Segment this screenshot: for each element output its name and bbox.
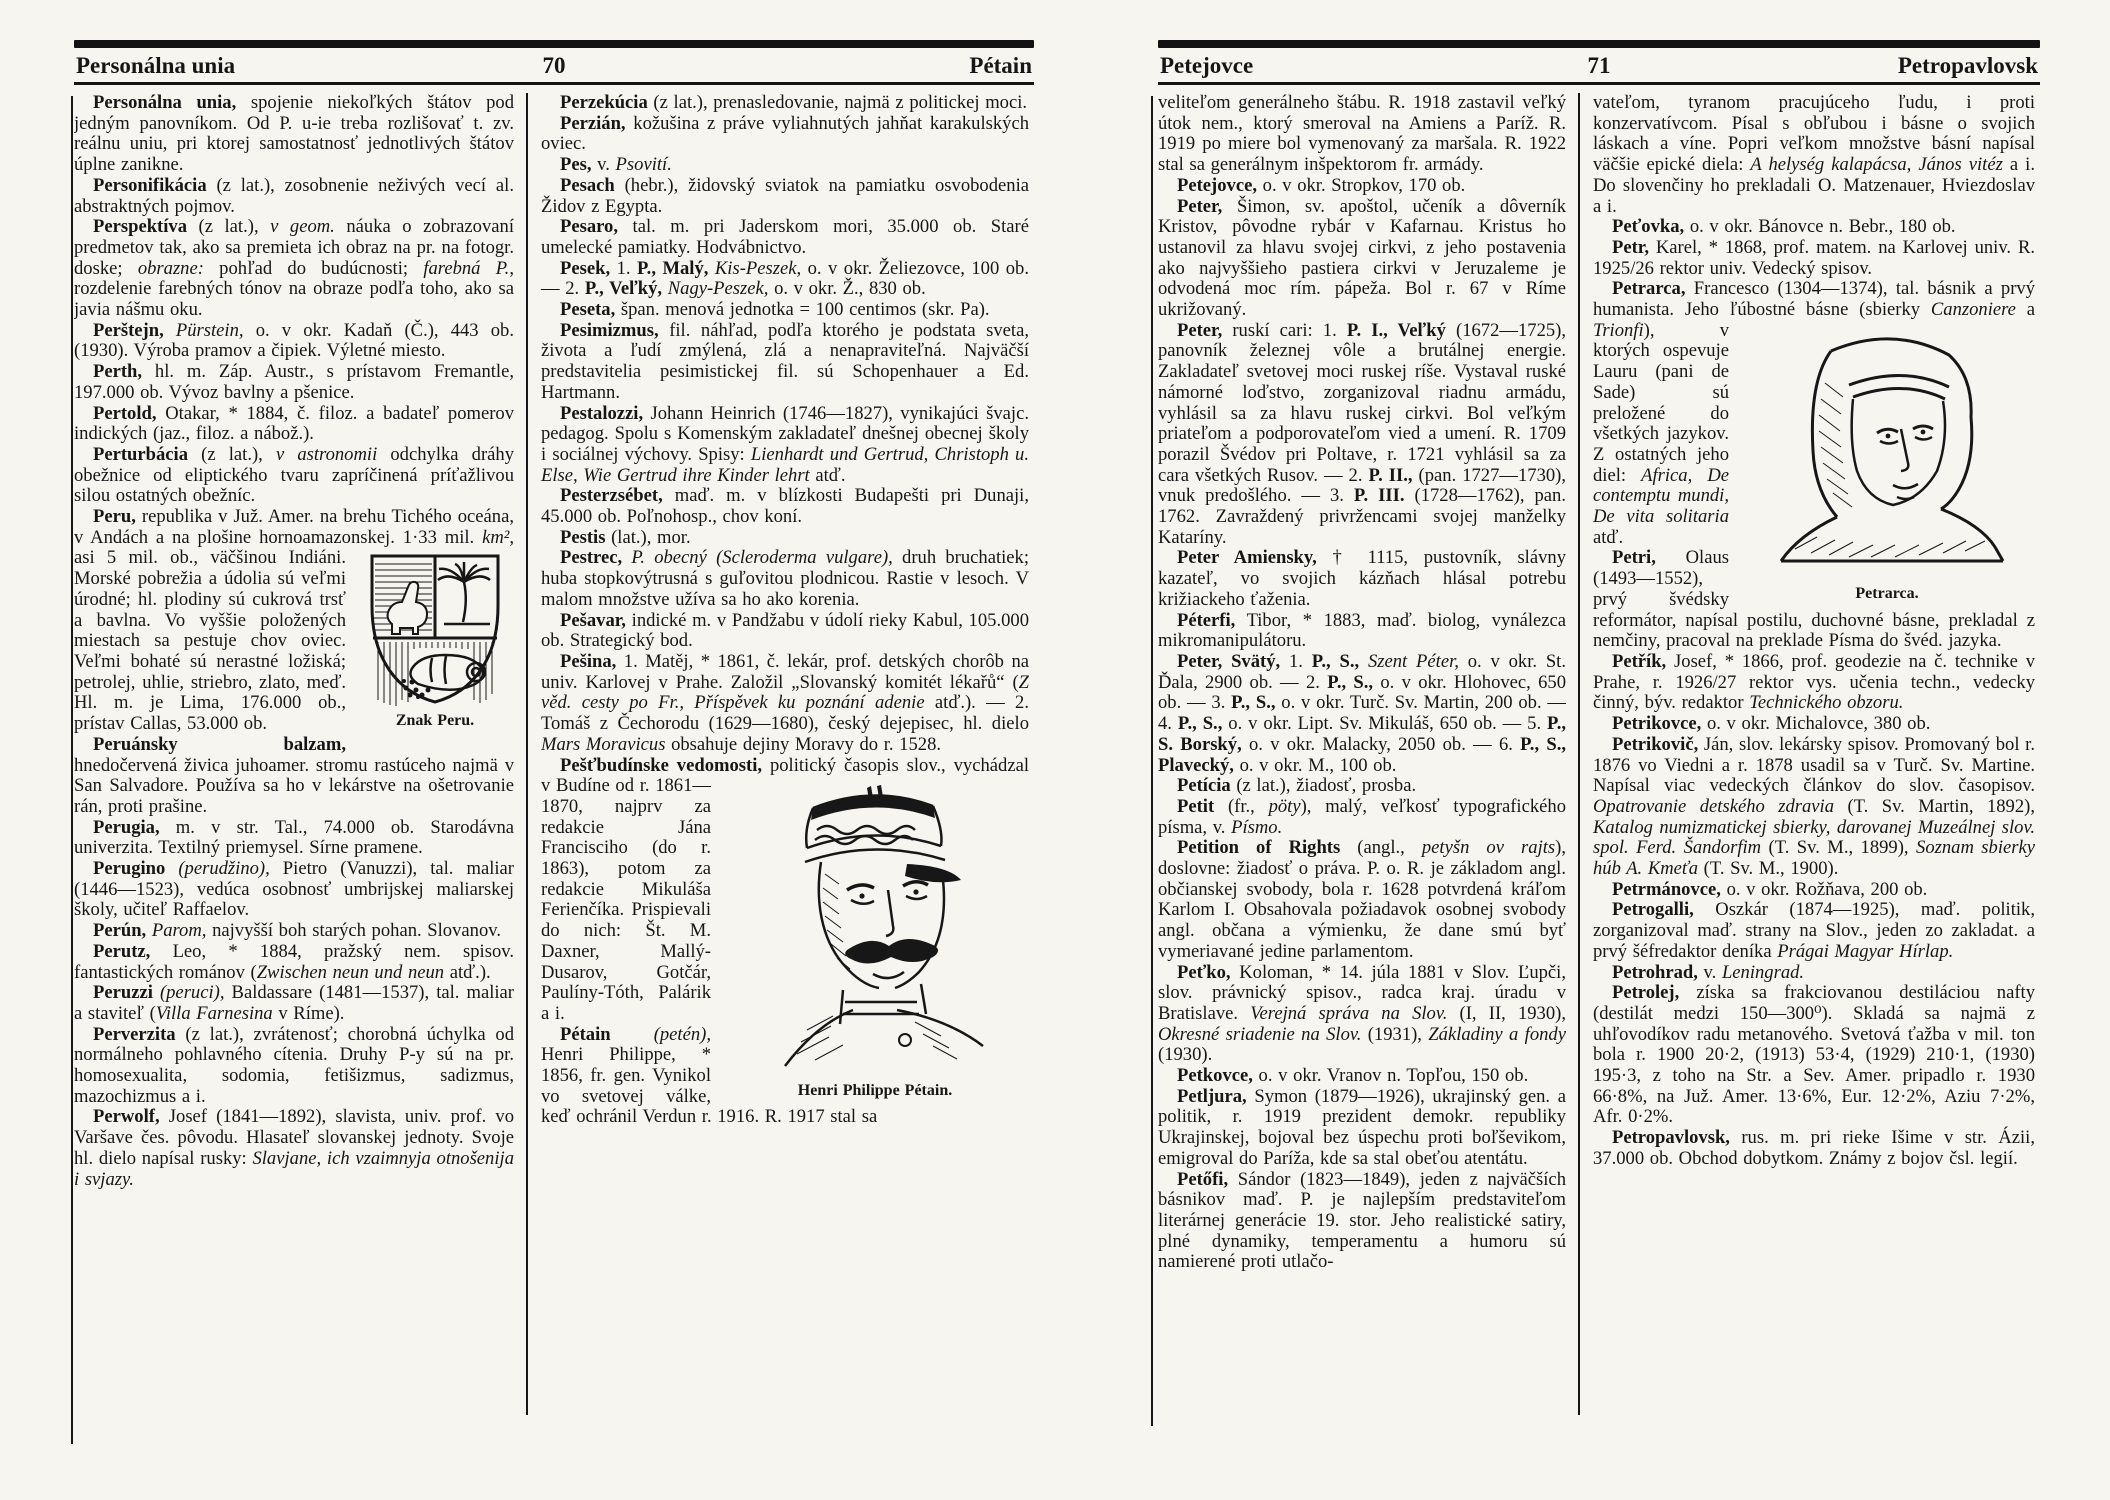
entry-text: Soznam sbierky húb A. Kmeťa [1593,837,2035,880]
entry-text: o. v okr. Lipt. Sv. Mikuláš, 650 ob. — 5. [1222,713,1548,735]
entry-text: Technického obzoru. [1749,692,1904,714]
dictionary-entry [1158,611,1566,652]
entry-text: (1930). [1158,1044,1213,1066]
entry-headword: Péterfi, [1177,609,1236,631]
entry-text: získa sa frakciovanou destiláciou nafty (destilát medzi 150—300⁰). Skladá sa najmä z uhľovodíkov radu metanového. Svetová ťažba v mil. ton bola r. 1900 20·2, (1913) 53·4, (1929) 210·1, (1930) 195·3, z toho na Str. a Sev. Amer. pripadlo r. 1930 66·8%, na Juž. Amer. 13·6%, Eur. 12·2%, Aziu 7·2%, Afr. 0·2%. [1593,982,2035,1128]
entry-text: Leo, * 1884, pražský nem. spisov. fantastických románov ( [74,940,514,983]
entry-text: Ján, slov. lekársky spisov. Promovaný bol r. 1876 vo Viedni a r. 1878 usadil sa v Turč. Sv. Martine. Napísal viac vedeckých článkov do slov. časopisov. [1593,733,2035,797]
entry-headword: Perverzita [93,1023,176,1045]
entry-text: 1. Matěj, * 1861, č. lekár, prof. detských chorôb na univ. Karlovej v Prahe. Založil „Slovanský komitét lékařů“ ( [541,650,1029,693]
entry-text: Z věd. cesty po Fr., Příspěvek ku poznání adenie [541,671,1029,714]
entry-headword: P. III. [1353,485,1405,507]
entry-text: (z lat.), prenasledovanie, najmä z politickej moci. [647,93,1028,113]
entry-text: † 1115, pustovník, slávny kazateľ, vo svojich kázňach hlásal potrebu križiackeho ťaženia. [1158,547,1566,610]
column-1 [1158,93,1566,1415]
entry-headword: Peter, Svätý, [1177,650,1281,672]
entry-text: 1870, najprv za redakcie Jána Francisciho (do r. 1863), potom za redakcie Mikuláša Ferienčíka. Prispievali do nich: Št. M. Daxner, Mallý-Dusarov, Gotčár, Paulíny-Tóth, Palárik a i. [541,795,711,1024]
entry-text: Baldassare (1481—1537), tal. maliar a staviteľ ( [74,982,514,1024]
entry-text: ), doslovne: žiadosť o práva. P. o. R. je základom angl. občianskej svobody, bola r. 1628 potvrdená kráľom Karlom I. Obsahovala požiadavok osobnej svobody angl. občana a výmienku, že dane smú byť vymeriavané jedine parlamentom. [1158,837,1566,962]
entry-headword: Petr, [1612,236,1649,258]
entry-headword: Pestalozzi, [560,402,644,424]
entry-text: Henri Philippe, * 1856, fr. gen. Vynikol vo svetovej válke, keď ochránil Verdun r. 1916. R. 1917 stal sa [541,1044,878,1128]
entry-text: Okresné sriadenie na Slov. [1158,1023,1362,1045]
entry-text: v. [1697,961,1722,983]
entry-text: P. obecný (Scleroderma vulgare), [622,547,893,569]
entry-headword: Pétain [560,1023,611,1045]
page-header [74,48,1034,82]
dictionary-entry [1158,1087,1566,1170]
entry-headword: Petrarca, [1612,278,1686,300]
petrarca-portrait-icon [1755,323,2019,581]
entry-text: maď. m. v blízkosti Budapešti pri Dunaji, 45.000 ob. Poľnohosp., chov koní. [541,485,1029,528]
entry-text: o. v okr. Kadaň (Č.), 443 ob. (1930). Výroba pramov a čipiek. Výletné miesto. [74,319,514,362]
entry-text: o. v okr. Rožňava, 200 ob. [1720,878,1928,900]
entry-text: Otakar, * 1884, č. filoz. a badateľ pomerov indických (jaz., filoz. a nábož.). [74,402,514,445]
entry-headword: Petrogalli, [1612,899,1694,921]
dictionary-entry [74,321,514,362]
dictionary-entry [1158,963,1566,1067]
dictionary-entry [1593,1128,2035,1169]
entry-headword: Pešavar, [560,609,626,631]
dictionary-entry [541,259,1029,300]
entry-text: Olaus (1493—1552), prvý švédsky reformátor, napísal postilu, duchovné básne, prekladal z nemčiny, pracoval na preklade Písma do švéd. jazyka. [1593,547,2035,652]
entry-headword: Perún, [93,920,147,942]
header-keyword-right: Petropavlovsk [1897,53,2038,78]
entry-headword: P., S., Plavecký, [1158,733,1566,776]
dictionary-entry [541,652,1029,756]
entry-headword: Pesimizmus, [560,319,659,341]
dictionary-entry [1593,963,2035,984]
entry-text: Symon (1879—1926), ukrajinský gen. a politik, r. 1919 prezident demokr. republiky Ukrajinskej, bojoval bez úspechu proti boľševikom, emigroval do Paríža, kde sa stal obeťou atentátu. [1158,1085,1566,1169]
page-71 [1158,40,2040,1415]
entry-text: kožušina z práve vyliahnutých jahňat karakulských oviec. [541,112,1029,155]
entry-headword: Petit [1177,795,1215,817]
entry-headword: Peruzzi [93,982,153,1004]
dictionary-entry [1158,797,1566,838]
entry-headword: Petrohrad, [1612,961,1698,983]
entry-headword: Petrikovce, [1612,713,1702,735]
entry-text: Psovití. [615,154,672,176]
entry-text: (lat.), mor. [605,526,691,548]
entry-text: v geom. [270,216,335,238]
dictionary-entry [74,445,514,507]
entry-headword: Peter, [1177,195,1223,217]
entry-text: Slavjane, ich vzaimnyja otnošenija i svjazy. [74,1147,514,1190]
entry-text: o. v okr. Vranov n. Topľou, 150 ob. [1252,1065,1529,1087]
dictionary-entry [1158,93,1566,176]
dictionary-entry [541,321,1029,404]
dictionary-entry [541,217,1029,258]
entry-text: indické m. v Pandžabu v údolí rieky Kabul, 105.000 ob. Strategický bod. [541,609,1029,652]
entry-text: Szent Péter, [1359,650,1459,672]
dictionary-entry [1593,880,2035,901]
entry-text: Pietro (Vanuzzi), tal. maliar (1446—1523), vedúca osobnosť umbrijskej maliarskej školy, učiteľ Raffaelov. [74,858,514,921]
page-top-bar [1158,40,2040,48]
dictionary-entry [1158,838,1566,962]
entry-text: Africa, De contemptu mundi, De vita solitaria [1593,464,1729,528]
dictionary-entry [74,362,514,403]
entry-text: atď.). — 2. Tomáš z Čechorodu (1629—1680), český dejepisec, hl. dielo [541,692,1029,735]
entry-text: v astronomii [275,443,378,465]
entry-headword: Petícia [1177,775,1231,797]
entry-headword: Perugino [93,858,166,880]
entry-text: km², [482,526,514,548]
entry-headword: Petri, [1612,547,1656,569]
entry-text: rus. m. pri rieke Išime v str. Ázii, 37.000 ob. Obchod dobytkom. Známy z bojov čsl. legií. [1593,1127,2035,1169]
entry-text: ), v ktorých ospevuje Lauru (pani de Sade) sú preložené do všetkých jazykov. Z ostatných jeho diel: [1593,319,1729,486]
entry-headword: Peťko, [1177,961,1231,983]
page-gutter-rule [1151,96,1153,1426]
entry-text: Oszkár (1874—1925), maď. politik, zorganizoval maď. strany na Slov., jeden zo zakladat. a prvý šéfredaktor deníka [1593,899,2035,962]
entry-text: (fr., [1214,795,1269,817]
header-rule [1158,82,2040,85]
entry-text: (z lat.), žiadosť, prosba. [1230,775,1417,797]
entry-headword: Pesterzsébet, [560,485,663,507]
entry-text: Josef, * 1866, prof. geodezie na č. technike v Prahe, r. 1926/27 rektor vys. učenia techn., vedecky činný, býv. redaktor [1593,650,2035,714]
header-keyword-right: Pétain [969,53,1032,78]
entry-headword: Pesek, [560,257,611,279]
entry-headword: P., Veľký, [584,278,663,300]
dictionary-entry [541,486,1029,527]
dictionary-entry [1593,983,2035,1128]
entry-text: (1931), [1361,1023,1429,1045]
dictionary-entry [1158,197,1566,321]
entry-headword: Pesach [560,174,615,196]
entry-text: (z lat.), [187,216,271,238]
dictionary-entry [1593,217,2035,238]
entry-text: tal. m. pri Jaderskom mori, 35.000 ob. Staré umelecké pamiatky. Hodvábnictvo. [541,216,1029,258]
entry-text: atď. [809,464,846,486]
entry-text: Verejná správa na Slov. [1250,1002,1448,1024]
entry-headword: Petrolej, [1612,982,1680,1004]
entry-headword: Pešina, [560,650,617,672]
entry-text: spojenie niekoľkých štátov pod jedným panovníkom. Od P. u-ie treba rozlišovať t. zv. reálnu uniu, pri ktorej samostatnosť jednotlivých štátov úplne zanikne. [74,93,514,176]
entry-headword: Pertold, [93,402,157,424]
entry-text: Prágai Magyar Hírlap. [1777,940,1954,962]
entry-headword: Perth, [93,361,143,383]
dictionary-entry [1158,321,1566,549]
entry-text: 1. [1280,650,1312,672]
entry-headword: Perštejn, [93,319,164,341]
entry-headword: P., Malý, [637,257,709,279]
entry-headword: Perwolf, [93,1106,160,1128]
entry-text: 1·33 mil. [402,526,483,548]
entry-headword: Petkovce, [1177,1065,1253,1087]
entry-text: odchylka dráhy obežnice od eliptického tvaru zapríčinená príťažlivou silou ostatných obežníc. [74,443,514,507]
entry-text: Villa Farnesina [155,1002,273,1024]
dictionary-entry [1593,900,2035,962]
entry-text: obrazne: [137,257,204,279]
entry-text: petyšn ov rajts [1421,837,1556,859]
entry-text: (angl., [1340,837,1422,859]
dictionary-entry [1593,238,2035,279]
entry-headword: Pestis [560,526,606,548]
column-2 [526,93,1029,1415]
dictionary-entry [74,921,514,942]
page-number: 71 [1587,53,1611,78]
entry-text: farebná P. [423,257,510,279]
entry-text: Zwischen neun und neun [256,961,445,983]
dictionary-entry [74,217,514,321]
entry-headword: P., S., [1327,671,1374,693]
entry-headword: Perutz, [93,940,151,962]
entry-text: o. v okr. St. Ďala, 2900 ob. — 2. [1158,650,1566,693]
entry-text: Parom, [146,920,207,942]
figure-caption: Znak Peru. [395,712,475,730]
entry-headword: Pes, [560,154,592,176]
dictionary-entry [541,548,1029,610]
dictionary-entry [74,735,514,818]
entry-headword: Peru, [93,506,136,528]
entry-text: špan. menová jednotka = 100 centimos (skr. Pa). [615,299,990,321]
entry-headword: Perturbácia [93,443,189,465]
entry-text: Mars Moravicus [541,733,666,755]
entry-headword: Petrikovič, [1612,733,1699,755]
entry-text: o. v okr. M., 100 ob. [1233,754,1397,776]
dictionary-entry [541,528,1029,549]
entry-headword: Peter, [1177,319,1223,341]
entry-text: Šimon, sv. apoštol, učeník a dôverník Kristov, pôvodne rybár v Kafarnau. Kristus ho ustanovil za hlavu svojej cirkvi, z jeho postavenia ako najvyššieho pastiera cirkvi v Jeruzaleme je odvodená moc rím. pápeža. Bol r. 67 v Ríme ukrižovaný. [1158,195,1566,321]
entry-headword: Perzián, [560,112,626,134]
dictionary-entry [1158,548,1566,610]
entry-headword: P. II., [1368,464,1413,486]
entry-text: o. v okr. Turč. Sv. Martin, 200 ob. — 4. [1158,692,1566,735]
entry-text: o. v okr. Hlohovec, 650 ob. — 3. [1158,671,1566,714]
petrarca-portrait-figure [1739,323,2035,603]
entry-text: druh bruchatiek; huba stopkovýtrusná s guľovitou plodnicou. Rastie v lesoch. V malom množstve užíva sa ho ako korenia. [541,547,1029,610]
dictionary-entry [1158,1170,1566,1274]
entry-text: hl. m. Záp. Austr., s prístavom Fremantle, 197.000 ob. Vývoz bavlny a pšenice. [74,361,514,403]
entry-text: (1728—1762), pan. 1762. Zavraždený privržencami svojej manželky Kataríny. [1158,485,1566,548]
entry-text: asi 5 mil. ob., väčšinou Indiáni. Morské pobrežia a údolia sú veľmi úrodné; hl. plodiny sú cukrová trsť a bavlna. Vo vyššie položených miestach sa pestuje chov oviec. Veľmi bohaté sú nerastné ložiská; petrolej, uhlie, striebro, zlato, meď. Hl. m. je Lima, 176.000 ob., prístav Callas, 53.000 ob. [74,547,346,735]
figure-caption: Petrarca. [1855,584,1919,602]
page-edge-rule [71,96,73,1444]
dictionary-entry [74,176,514,217]
dictionary-entry [541,114,1029,155]
peru-coat-of-arms-icon [360,550,510,708]
entry-headword: Peseta, [560,299,616,321]
entry-text: (hebr.), židovský sviatok na pamiatku osvobodenia Židov z Egypta. [541,174,1029,217]
text-columns [1158,93,2040,1415]
dictionary-entry [74,404,514,445]
entry-text: náuka o zobrazovaní predmetov tak, ako sa premieta ich obraz na pr. na fotogr. doske; [74,216,514,279]
entry-headword: Perspektíva [93,216,187,238]
entry-text: najvyšší boh starých pohan. Slovanov. [206,920,501,942]
entry-text: 1. [610,257,638,279]
entry-headword: Pestrec, [560,547,623,569]
entry-text: (I, II, 1930), [1447,1002,1566,1024]
entry-text: (z lat.), zvrátenosť; chorobná úchylka od normálneho pohlavného cítenia. Druhy P-y sú na pr. homosexualita, sodomia, fetišizmus, sadizmus, mazochizmus a i. [74,1023,514,1107]
entry-text: (pan. 1727—1730), vnuk predošlého. — 3. [1158,464,1566,507]
entry-headword: Petljura, [1177,1085,1247,1107]
entry-text: Karel, * 1868, prof. matem. na Karlovej univ. R. 1925/26 rektor univ. Vedecký spisov. [1593,236,2035,279]
dictionary-entry [74,983,514,1024]
entry-text: m. v str. Tal., 74.000 ob. Starodávna univerzita. Textilný priemysel. Sírne pramene. [74,816,514,859]
column-2 [1578,93,2035,1415]
entry-text: Canzoniere [1930,299,2016,321]
figure-caption: Henri Philippe Pétain. [797,1082,953,1100]
peru-coat-of-arms-figure [356,550,514,730]
dictionary-entry [541,93,1029,114]
dictionary-entry [74,942,514,983]
entry-text: (z lat.), [188,443,276,465]
entry-headword: Personifikácia [93,174,207,196]
entry-text: Koloman, * 14. júla 1881 v Slov. Ľupči, slov. právnický spisov., radca kraj. úradu v Bratislave. [1158,961,1566,1024]
entry-text: pöty [1268,795,1301,817]
entry-text: v. [591,154,616,176]
entry-text: Francesco (1304—1374), tal. básnik a prvý humanista. Jeho ľúbostné básne [1593,278,2035,321]
entry-text: ruskí cari: 1. [1222,319,1347,341]
entry-text: atď.). [444,961,491,983]
entry-text: vateľom, tyranom pracujúceho ľudu, i proti konzervatívcom. Písal s obľubou i básne o svojich láskach a víne. Popri veľkom množstve básní napísal väčšie epické diela: [1593,93,2035,176]
entry-headword: Petropavlovsk, [1612,1127,1730,1149]
entry-text: A helység kalapácsa, János vitéz [1750,154,2003,176]
dictionary-entry [1593,652,2035,714]
entry-text: atď. [1593,526,1624,548]
entry-text: Leningrad. [1721,961,1805,983]
dictionary-entry [74,818,514,859]
entry-text: politický časopis slov., vychádzal v Budíne od r. 1861— [541,754,1029,797]
page-70 [74,40,1034,1415]
dictionary-entry [1158,652,1566,776]
header-keyword-left: Petejovce [1160,53,1254,78]
dictionary-entry [1593,93,2035,217]
dictionary-entry [1593,735,2035,880]
entry-text: veliteľom generálneho štábu. R. 1918 zastavil veľký útok nem., ktorý smeroval na Amiens a Paríž. R. 1919 po miere bol vymenovaný za maršala. R. 1922 stal sa generálnym inšpektorom fr. armády. [1158,93,1566,176]
petain-portrait-icon [755,778,995,1078]
entry-text: (peruci), [152,982,225,1004]
dictionary-entry [1593,714,2035,735]
entry-text: (T. Sv. M., 1900). [1698,858,1839,880]
entry-text: Lienhardt und Gertrud, Christoph u. Else, Wie Gertrud ihre Kinder lehrt [541,443,1029,486]
entry-text: Trionfi [1593,319,1644,341]
entry-text: Katalog numizmatickej sbierky, darovanej Muzeálnej slov. spol. Ferd. Šandorfim [1593,816,2035,859]
entry-headword: P., S. Borský, [1158,713,1566,755]
header-rule [74,82,1034,85]
entry-headword: Petőfi, [1177,1168,1229,1190]
entry-text: republika v Juž. Amer. na brehu Tichého oceána, v Andách a na plošine hornoamazonskej. [74,506,514,548]
entry-text: (T. Sv. Martin, 1892), [1834,795,2035,817]
text-columns [74,93,1034,1415]
page-number: 70 [542,53,566,78]
dictionary-entry [74,1107,514,1190]
dictionary-entry [541,300,1029,321]
dictionary-entry [541,155,1029,176]
entry-text: obsahuje dejiny Moravy do r. 1528. [665,733,942,755]
entry-headword: Peťovka, [1612,216,1685,238]
entry-text: Písmo. [1231,816,1283,838]
entry-text: Sándor (1823—1849), jeden z najväčších básnikov maď. P. je najlepším predstaviteľom literárnej generácie 19. stor. Jeho realistické satiry, plné dynamiky, temperamentu a humoru sú namierené proti utlačo- [1158,1168,1566,1273]
entry-headword: Perugia, [93,816,160,838]
entry-text: Pürstein, [163,319,244,341]
entry-text: (sbierky [1859,299,1931,321]
entry-headword: Petejovce, [1177,174,1257,196]
entry-headword: Peter Amiensky, [1177,547,1317,569]
page-top-bar [74,40,1034,48]
entry-text: Johann Heinrich (1746—1827), vynikajúci švajc. pedagog. Spolu s Komenským zakladateľ dnešnej obecnej školy i sociálnej výchovy. Spisy: [541,402,1029,465]
entry-text: o. v okr. Malacky, 2050 ob. — 6. [1241,733,1521,755]
dictionary-entry [541,176,1029,217]
entry-text: (z lat.), zosobnenie neživých vecí al. abstraktných pojmov. [74,174,514,217]
entry-headword: P., S., [1311,650,1360,672]
entry-text: a [2015,299,2035,321]
entry-text: o. v okr. Michalovce, 380 ob. [1701,713,1931,735]
dictionary-entry [1158,776,1566,797]
dictionary-entry [74,507,514,735]
entry-text: (1672—1725), panovník železnej vôle a brutálnej energie. Zakladateľ svetovej moci ruskej ríše. Vystaval ruské námorné loďstvo, zorganizoval riadnu armádu, vyhlásil sa za hlavu ruskej cirkvi. Bol veľkým priateľom a podporovateľom vied a umení. R. 1709 porazil Švédov pri Poltave, r. 1721 vyhlásil sa za cara všetkých Rusov. — 2. [1158,319,1566,486]
dictionary-entry [74,859,514,921]
entry-headword: P., S., [1231,692,1276,714]
dictionary-entry [541,404,1029,487]
dictionary-entry [74,1025,514,1108]
entry-text: (petén), [610,1023,711,1045]
header-keyword-left: Personálna unia [76,53,236,78]
page-header [1158,48,2040,82]
dictionary-entry [74,93,514,176]
entry-text: o. v okr. Ž., 830 ob. [768,278,926,300]
entry-text: (perudžino), [165,858,270,880]
entry-headword: Petition of Rights [1177,837,1341,859]
entry-headword: Personálna unia, [93,93,237,113]
entry-text: Základiny a fondy [1428,1023,1566,1045]
entry-headword: Peruánsky balzam, [93,733,346,755]
entry-headword: Pesaro, [560,216,619,238]
entry-text: Nagy-Peszek, [662,278,769,300]
entry-text: o. v okr. Želiezovce, 100 ob. — 2. [541,257,1029,300]
entry-text: Tibor, * 1883, maď. biolog, vynálezca mikromanipulátoru. [1158,609,1566,652]
entry-headword: Perzekúcia [560,93,648,113]
entry-text: Josef (1841—1892), slavista, univ. prof. vo Varšave čes. pôvodu. Hlasateľ slovanskej jednoty. Svoje hl. dielo napísal rusky: [74,1106,514,1169]
entry-text: o. v okr. Stropkov, 170 ob. [1257,174,1466,196]
entry-text: v Ríme). [272,1002,345,1024]
entry-headword: Pešťbudínske vedomosti, [560,754,763,776]
entry-headword: P. I., Veľký [1346,319,1446,341]
entry-text: a i. Do slovenčiny ho prekladali O. Matzenauer, Hviezdoslav a i. [1593,154,2035,217]
petain-portrait-figure [721,778,1029,1100]
entry-headword: P., S., [1177,713,1223,735]
entry-text: pohľad do budúcnosti; [203,257,424,279]
entry-text: Opatrovanie detského zdravia [1593,795,1835,817]
entry-text: fil. náhľad, podľa ktorého je podstata sveta, života a ľudí zmýlená, zlá a nenapraviteľná. Najväčší predstavitelia pesimistickej fil. sú Schopenhauer a Ed. Hartmann. [541,319,1029,403]
column-1 [74,93,514,1415]
entry-text: (T. Sv. M., 1899), [1761,837,1917,859]
entry-text: o. v okr. Bánovce n. Bebr., 180 ob. [1684,216,1956,238]
entry-text: hnedočervená živica juhoamer. stromu rastúceho najmä v San Salvadore. Používa sa ho v lekárstve na ošetrovanie rán, proti prašine. [74,754,514,817]
dictionary-entry [1158,176,1566,197]
dictionary-entry [1158,1066,1566,1087]
entry-headword: Petřík, [1612,650,1667,672]
entry-text: Kis-Peszek, [708,257,802,279]
dictionary-entry [541,611,1029,652]
entry-text: ), malý, veľkosť typografického písma, v. [1158,795,1566,838]
entry-text: , rozdelenie farebných tónov na obraze podľa toho, ako sa javia nášmu oku. [74,257,514,321]
entry-headword: Petrmánovce, [1612,878,1721,900]
